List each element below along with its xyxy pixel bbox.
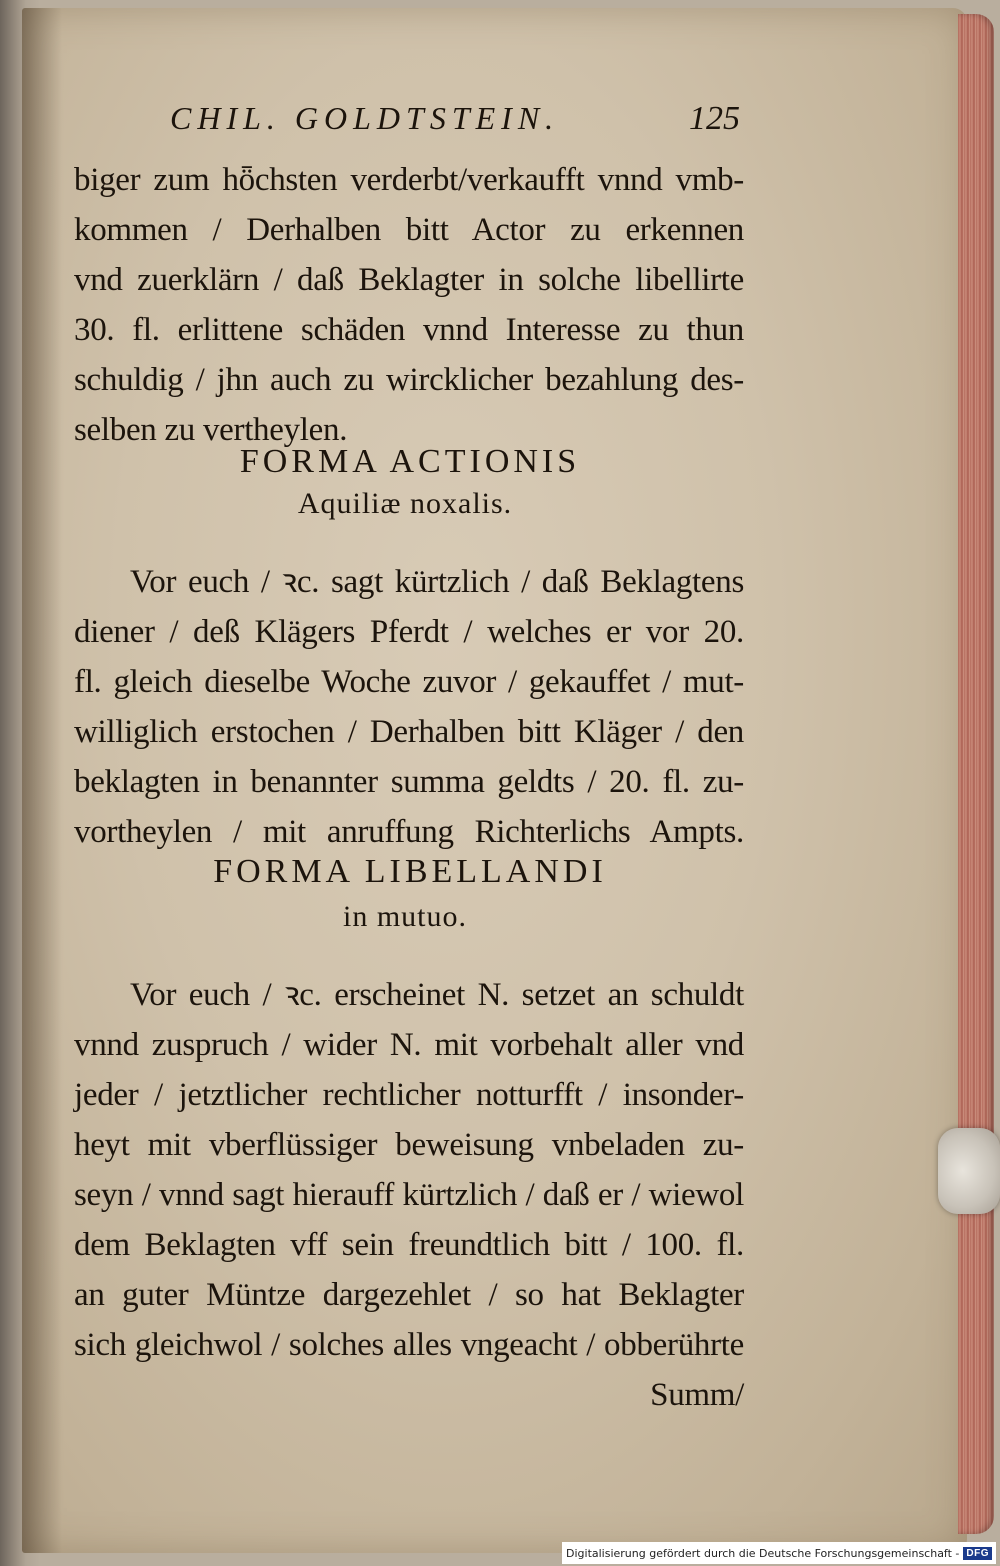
text-line: vortheylen / mit anruffung Richterlichs Ampts. [74,814,744,850]
dfg-logo: DFG [963,1547,992,1560]
catchword: Summ/ [650,1377,744,1413]
text-line: diener / deß Klägers Pferdt / welches er vor 20. [74,614,744,650]
text-line: an guter Müntze dargezehlet / so hat Beklagter [74,1277,744,1313]
text-line: selben zu vertheylen. [74,412,348,448]
text-line: 30. fl. erlittene schäden vnnd Interesse zu thun [74,312,744,348]
text-line: dem Beklagten vff sein freundtlich bitt / 100. fl. [74,1227,744,1263]
text-line: fl. gleich dieselbe Woche zuvor / gekauffet / mut- [74,664,744,700]
text-line: beklagten in benannter summa geldts / 20. fl. zu- [74,764,744,800]
text-line: schuldig / jhn auch zu wircklicher bezahlung des- [74,362,744,398]
text-line: vnnd zuspruch / wider N. mit vorbehalt aller vnd [74,1027,744,1063]
section-subheading: in mutuo. [342,900,467,933]
section-subheading: Aquiliæ noxalis. [297,487,513,520]
section-heading: FORMA ACTIONIS [239,443,581,480]
text-line: heyt mit vberflüssiger beweisung vnbeladen zu- [74,1127,744,1163]
text-line: williglich erstochen / Derhalben bitt Kläger / den [74,714,744,750]
text-line: seyn / vnnd sagt hierauff kürtzlich / daß er / wiewol [74,1177,744,1213]
text-line: Vor euch / ꝛc. sagt kürtzlich / daß Beklagtens [130,564,744,600]
page-number: 125 [689,100,740,137]
running-head [170,100,740,144]
credit-text: Digitalisierung gefördert durch die Deutsche Forschungsgemeinschaft - [566,1546,960,1560]
text-line: vnd zuerklärn / daß Beklagter in solche libellirte [74,262,744,298]
text-line: jeder / jetztlicher rechtlicher notturfft / insonder- [74,1077,744,1113]
text-line: sich gleichwol / solches alles vngeacht / obberührte [74,1327,744,1363]
section-heading: FORMA LIBELLANDI [213,853,607,890]
digitization-credit [562,1542,996,1564]
text-line: kommen / Derhalben bitt Actor zu erkennen [74,212,744,248]
text-line: biger zum hȫchsten verderbt/verkaufft vnnd vmb- [74,162,744,198]
running-head-title: CHIL. GOLDTSTEIN. [170,100,560,136]
text-line: Vor euch / ꝛc. erscheinet N. setzet an schuldt [130,977,744,1013]
